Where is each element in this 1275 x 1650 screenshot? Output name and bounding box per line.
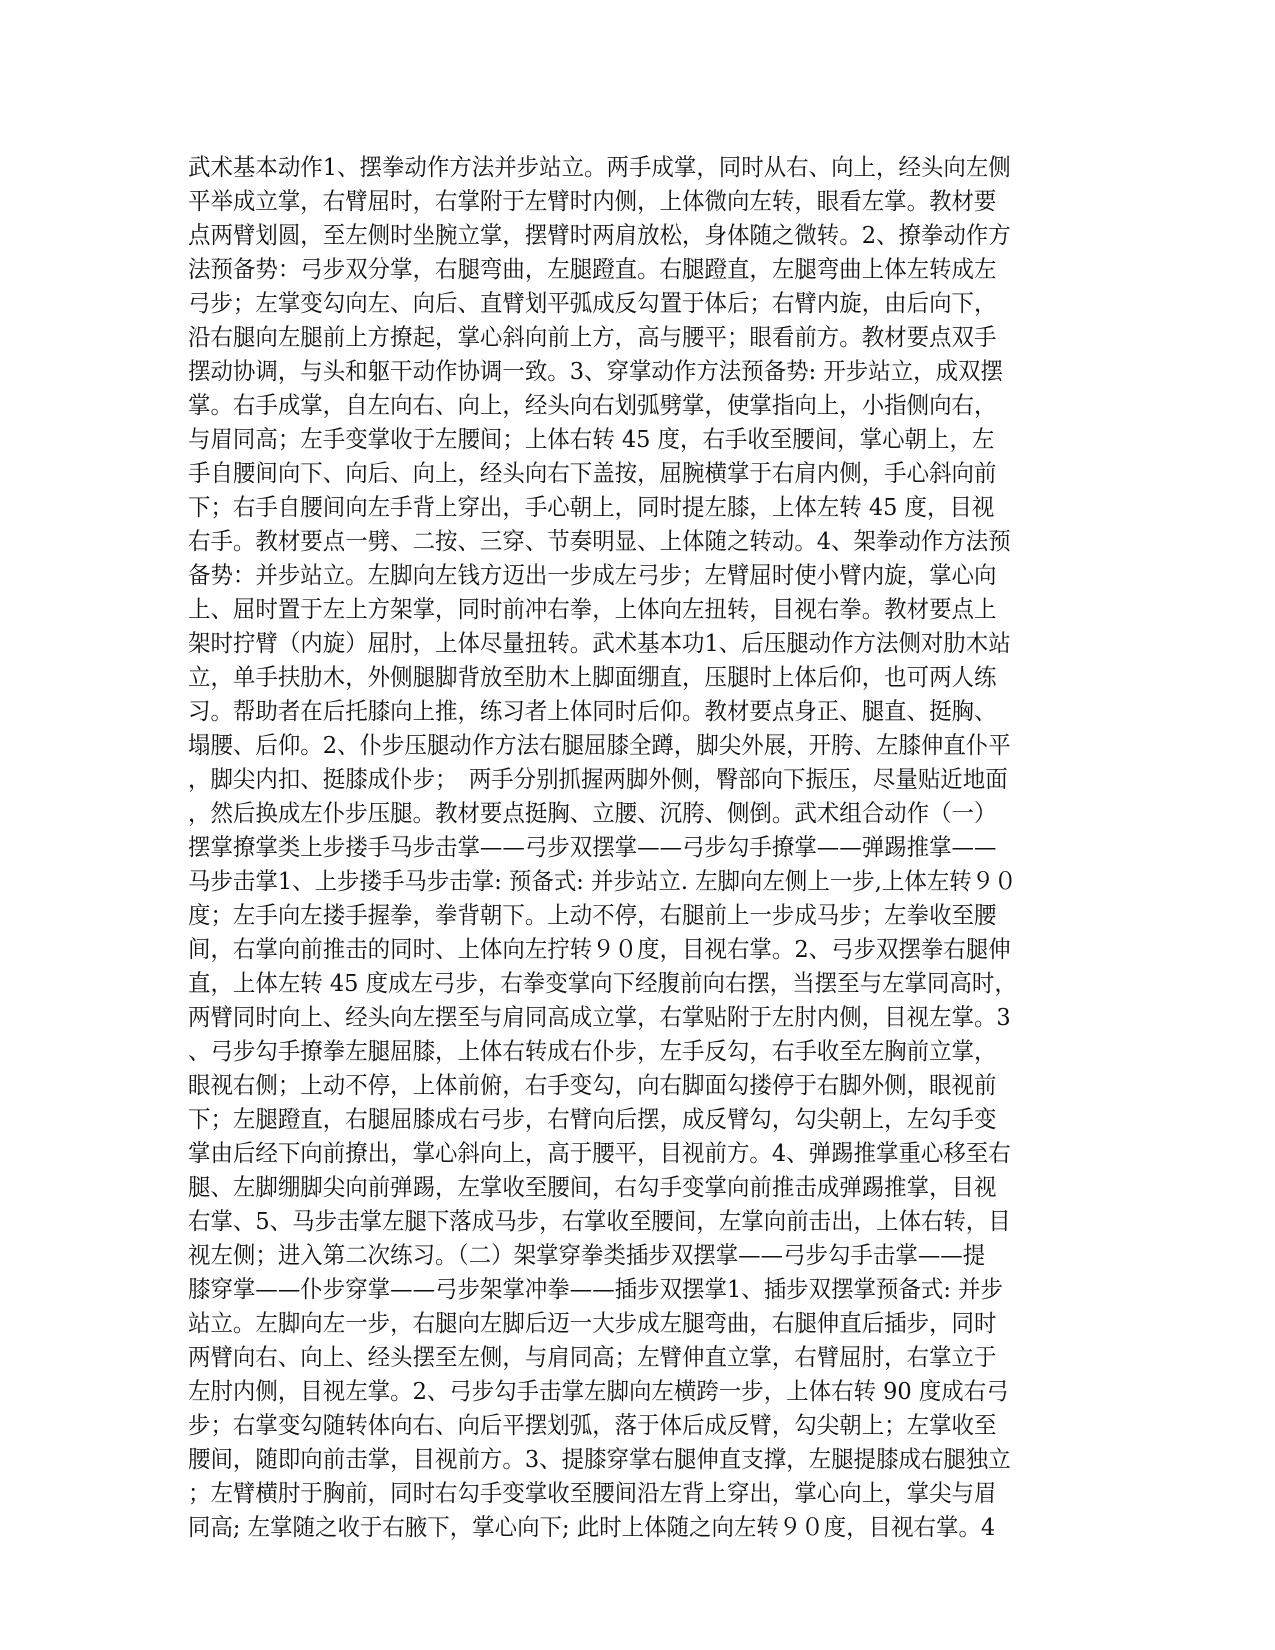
- text-line: 站立。左脚向左一步，右腿向左脚后迈一大步成左腿弯曲，右腿伸直后插步，同时: [188, 1309, 997, 1337]
- text-line: 习。帮助者在后托膝向上推，练习者上体同时后仰。教材要点身正、腿直、挺胸、: [188, 697, 997, 725]
- text-line: 眼视右侧；上动不停，上体前俯，右手变勾，向右脚面勾搂停于右脚外侧，眼视前: [188, 1071, 997, 1099]
- text-line: 腰间，随即向前击掌，目视前方。3、提膝穿掌右腿伸直支撑，左腿提膝成右腿独立: [188, 1445, 1011, 1473]
- text-line: 摆动协调，与头和躯干动作协调一致。3、穿掌动作方法预备势: 开步站立，成双摆: [188, 357, 1003, 385]
- text-line: 右手。教材要点一劈、二按、三穿、节奏明显、上体随之转动。4、架拳动作方法预: [188, 527, 1011, 555]
- text-line: ；左臂横肘于胸前，同时右勾手变掌收至腰间沿左背上穿出，掌心向上，掌尖与眉: [188, 1479, 997, 1507]
- text-line: 法预备势：弓步双分掌，右腿弯曲，左腿蹬直。右腿蹬直，左腿弯曲上体左转成左: [188, 255, 997, 283]
- text-line: 左肘内侧，目视左掌。2、弓步勾手击掌左脚向左横跨一步，上体右转 90 度成右弓: [188, 1377, 1009, 1405]
- text-line: 度；左手向左搂手握拳，拳背朝下。上动不停，右腿前上一步成马步；左拳收至腰: [188, 901, 997, 929]
- text-line: 下；左腿蹬直，右腿屈膝成右弓步，右臂向后摆，成反臂勾，勾尖朝上，左勾手变: [188, 1105, 997, 1133]
- text-line: 点两臂划圆，至左侧时坐腕立掌，摆臂时两肩放松，身体随之微转。2、撩拳动作方: [188, 221, 1011, 249]
- text-line: 上、屈时置于左上方架掌，同时前冲右拳，上体向左扭转，目视右拳。教材要点上: [188, 595, 997, 623]
- text-line: 架时拧臂（内旋）屈肘，上体尽量扭转。武术基本功1、后压腿动作方法侧对肋木站: [188, 629, 1011, 657]
- text-line: 立，单手扶肋木，外侧腿脚背放至肋木上脚面绷直，压腿时上体后仰，也可两人练: [188, 663, 997, 691]
- text-line: 掌由后经下向前撩出，掌心斜向上，高于腰平，目视前方。4、弹踢推掌重心移至右: [188, 1139, 1011, 1167]
- text-line: 两臂向右、向上、经头摆至左侧，与肩同高；左臂伸直立掌，右臂屈肘，右掌立于: [188, 1343, 997, 1371]
- text-line: ，脚尖内扣、挺膝成仆步； 两手分别抓握两脚外侧，臀部向下振压，尽量贴近地面: [188, 765, 1008, 793]
- text-line: 备势：并步站立。左脚向左钱方迈出一步成左弓步；左臂屈时使小臂内旋，掌心向: [188, 561, 997, 589]
- text-line: 平举成立掌，右臂屈时，右掌附于左臂时内侧，上体微向左转，眼看左掌。教材要: [188, 187, 997, 215]
- text-line: 膝穿掌——仆步穿掌——弓步架掌冲拳——插步双摆掌1、插步双摆掌预备式: 并步: [188, 1275, 1003, 1303]
- text-line: 右掌、5、马步击掌左腿下落成马步，右掌收至腰间，左掌向前击出，上体右转，目: [188, 1207, 1011, 1235]
- text-line: 直，上体左转 45 度成左弓步，右拳变掌向下经腹前向右摆，当摆至与左掌同高时，: [188, 969, 1017, 997]
- text-line: ，然后换成左仆步压腿。教材要点挺胸、立腰、沉胯、侧倒。武术组合动作（一）: [188, 799, 997, 827]
- text-line: 视左侧；进入第二次练习。（二）架掌穿拳类插步双摆掌——弓步勾手击掌——提: [188, 1241, 986, 1269]
- text-line: 武术基本动作1、摆拳动作方法并步站立。两手成掌，同时从右、向上，经头向左侧: [188, 153, 1011, 181]
- text-line: 摆掌撩掌类上步搂手马步击掌——弓步双摆掌——弓步勾手撩掌——弹踢推掌——: [188, 833, 997, 861]
- text-line: 腿、左脚绷脚尖向前弹踢，左掌收至腰间，右勾手变掌向前推击成弹踢推掌，目视: [188, 1173, 997, 1201]
- text-line: 下；右手自腰间向左手背上穿出，手心朝上，同时提左膝，上体左转 45 度，目视: [188, 493, 995, 521]
- text-line: 手自腰间向下、向后、向上，经头向右下盖按，屈腕横掌于右肩内侧，手心斜向前: [188, 459, 997, 487]
- body-text: [188, 150, 1088, 1544]
- text-line: 与眉同高；左手变掌收于左腰间；上体右转 45 度，右手收至腰间，掌心朝上，左: [188, 425, 995, 453]
- text-line: 掌。右手成掌，自左向右、向上，经头向右划弧劈掌，使掌指向上，小指侧向右，: [188, 391, 997, 419]
- text-line: 间，右掌向前推击的同时、上体向左拧转９０度，目视右掌。2、弓步双摆拳右腿伸: [188, 935, 1011, 963]
- text-line: 、弓步勾手撩拳左腿屈膝，上体右转成右仆步，左手反勾，右手收至左胸前立掌，: [188, 1037, 997, 1065]
- text-line: 两臂同时向上、经头向左摆至与肩同高成立掌，右掌贴附于左肘内侧，目视左掌。3: [188, 1003, 1011, 1031]
- text-line: 沿右腿向左腿前上方撩起，掌心斜向前上方，高与腰平；眼看前方。教材要点双手: [188, 323, 997, 351]
- text-line: 同高; 左掌随之收于右腋下，掌心向下; 此时上体随之向左转９０度，目视右掌。4: [188, 1513, 996, 1541]
- text-line: 步；右掌变勾随转体向右、向后平摆划弧，落于体后成反臂，勾尖朝上；左掌收至: [188, 1411, 997, 1439]
- text-line: 弓步；左掌变勾向左、向后、直臂划平弧成反勾置于体后；右臂内旋，由后向下，: [188, 289, 997, 317]
- text-line: 马步击掌1、上步搂手马步击掌: 预备式: 并步站立. 左脚向左侧上一步,上体左转９０: [188, 867, 1017, 895]
- text-line: 塌腰、后仰。2、仆步压腿动作方法右腿屈膝全蹲，脚尖外展，开胯、左膝伸直仆平: [188, 731, 1011, 759]
